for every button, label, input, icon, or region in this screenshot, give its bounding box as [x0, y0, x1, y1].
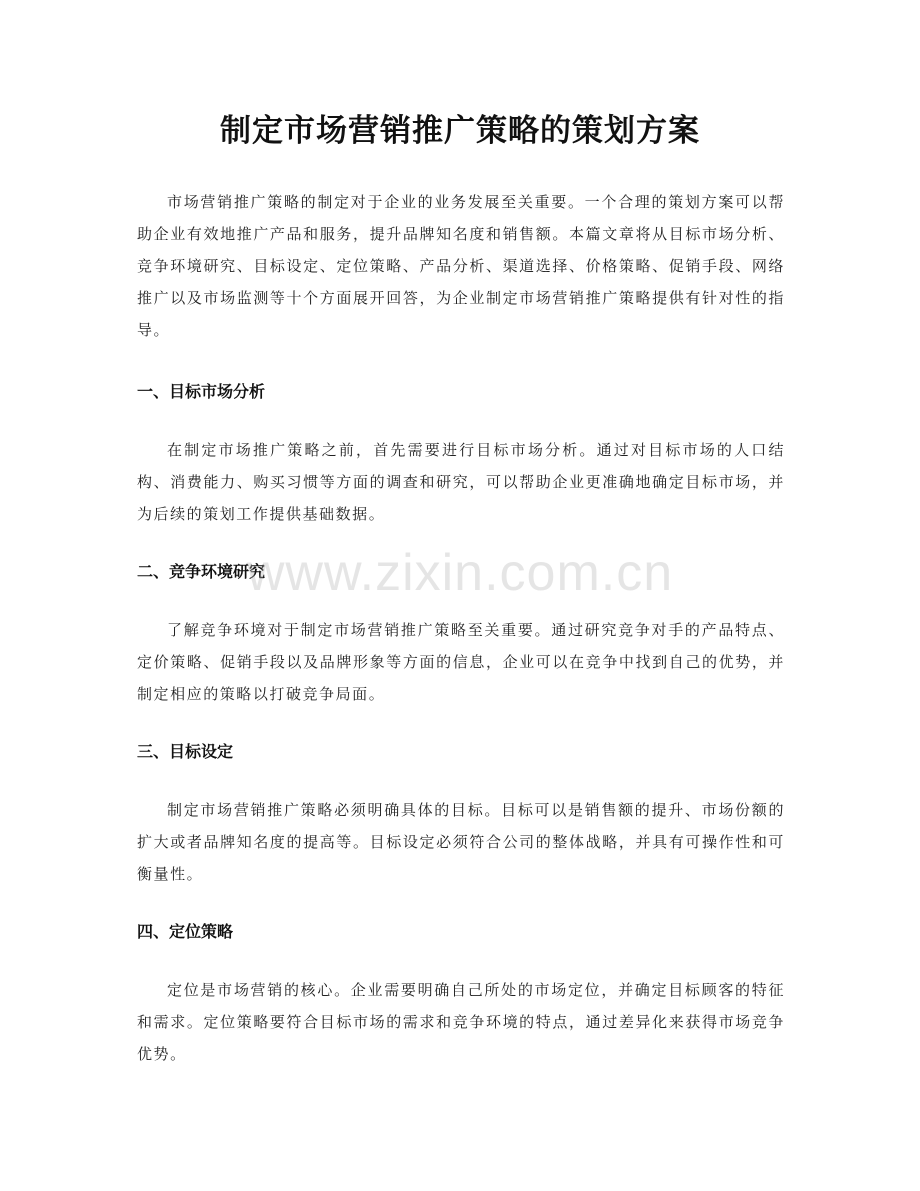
section-heading: 一、目标市场分析 — [137, 382, 266, 401]
section-paragraph: 定位是市场营销的核心。企业需要明确自己所处的市场定位，并确定目标顾客的特征和需求。定位策略要符合目标市场的需求和竞争环境的特点，通过差异化来获得市场竞争优势。 — [137, 981, 785, 1063]
section-paragraph: 制定市场营销推广策略必须明确具体的目标。目标可以是销售额的提升、市场份额的扩大或者品牌知名度的提高等。目标设定必须符合公司的整体战略，并具有可操作性和可衡量性。 — [137, 801, 785, 883]
section-paragraph: 在制定市场推广策略之前，首先需要进行目标市场分析。通过对目标市场的人口结构、消费能力、购买习惯等方面的调查和研究，可以帮助企业更准确地确定目标市场，并为后续的策划工作提供基础数据。 — [137, 441, 785, 523]
section-heading: 三、目标设定 — [137, 742, 234, 761]
intro-paragraph: 市场营销推广策略的制定对于企业的业务发展至关重要。一个合理的策划方案可以帮助企业有效地推广产品和服务，提升品牌知名度和销售额。本篇文章将从目标市场分析、竞争环境研究、目标设定、定位策略、产品分析、渠道选择、价格策略、促销手段、网络推广以及市场监测等十个方面展开回答，为企业制定市场营销推广策略提供有针对性的指导。 — [137, 193, 785, 339]
document-title: 制定市场营销推广策略的策划方案 — [220, 113, 700, 149]
section-paragraph: 了解竞争环境对于制定市场营销推广策略至关重要。通过研究竞争对手的产品特点、定价策略、促销手段以及品牌形象等方面的信息，企业可以在竞争中找到自己的优势，并制定相应的策略以打破竞争局面。 — [137, 621, 785, 703]
section-heading: 二、竞争环境研究 — [137, 562, 266, 581]
section-heading: 四、定位策略 — [137, 922, 234, 941]
document-body — [137, 186, 785, 1096]
watermark: www.zixin.com.cn — [246, 544, 674, 602]
